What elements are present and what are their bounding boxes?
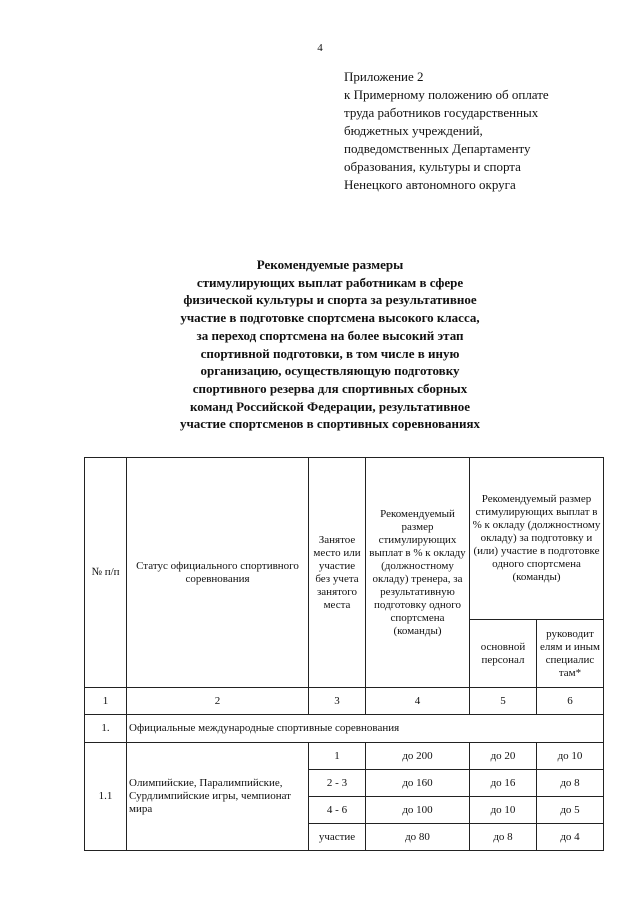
header-status: Статус официального спортивного соревнования: [127, 458, 309, 688]
main-staff-cell: до 16: [470, 770, 537, 797]
header-num: № п/п: [85, 458, 127, 688]
managers-cell: до 8: [537, 770, 604, 797]
column-number: 5: [470, 688, 537, 715]
page-number: 4: [317, 42, 323, 54]
place-cell: 4 - 6: [309, 797, 366, 824]
main-staff-cell: до 8: [470, 824, 537, 851]
column-numbering-row: [85, 688, 604, 715]
column-number: 4: [366, 688, 470, 715]
header-main-staff: основной персонал: [470, 620, 537, 688]
appendix-line: бюджетных учреждений,: [344, 123, 483, 138]
document-title: [120, 256, 540, 433]
appendix-header: [344, 68, 624, 194]
trainer-cell: до 100: [366, 797, 470, 824]
header-trainer: Рекомендуемый размер стимулирующих выплат в % к окладу (должностному окладу) тренера, за результативную подготовку одного спортсмена (команды): [366, 458, 470, 688]
main-staff-cell: до 20: [470, 743, 537, 770]
main-staff-cell: до 10: [470, 797, 537, 824]
appendix-line: образования, культуры и спорта: [344, 159, 521, 174]
title-line: физической культуры и спорта за результативное: [183, 292, 477, 308]
header-group: Рекомендуемый размер стимулирующих выплат в % к окладу (должностному окладу) за подготовку и (или) участие в подготовке одного спортсмена (команды): [470, 458, 604, 620]
column-number: 2: [127, 688, 309, 715]
title-line: организацию, осуществляющую подготовку: [200, 363, 460, 379]
column-number: 6: [537, 688, 604, 715]
appendix-line: подведомственных Департаменту: [344, 141, 531, 156]
group-num: 1.1: [85, 743, 127, 851]
trainer-cell: до 200: [366, 743, 470, 770]
appendix-line: Приложение 2: [344, 69, 424, 84]
column-number: 3: [309, 688, 366, 715]
managers-cell: до 5: [537, 797, 604, 824]
appendix-line: к Примерному положению об оплате: [344, 87, 549, 102]
place-cell: 1: [309, 743, 366, 770]
title-line: спортивного резерва для спортивных сборных: [192, 380, 468, 396]
title-line: команд Российской Федерации, результативное: [189, 398, 471, 414]
title-line: за переход спортсмена на более высокий этап: [196, 327, 464, 343]
section-row: [85, 715, 604, 743]
title-line: спортивной подготовки, в том числе в иную: [200, 345, 460, 361]
section-label: Официальные международные спортивные соревнования: [127, 715, 604, 743]
title-line: участие спортсменов в спортивных соревнованиях: [179, 416, 481, 432]
trainer-cell: до 160: [366, 770, 470, 797]
trainer-cell: до 80: [366, 824, 470, 851]
place-cell: участие: [309, 824, 366, 851]
title-line: участие в подготовке спортсмена высокого класса,: [180, 310, 480, 326]
title-line: стимулирующих выплат работникам в сфере: [196, 274, 464, 290]
header-managers: руководит елям и иным специалис там*: [537, 620, 604, 688]
managers-cell: до 4: [537, 824, 604, 851]
place-cell: 2 - 3: [309, 770, 366, 797]
title-line: Рекомендуемые размеры: [256, 257, 404, 272]
appendix-line: труда работников государственных: [344, 105, 539, 120]
appendix-line: Ненецкого автономного округа: [344, 177, 516, 192]
header-place: Занятое место или участие без учета занятого места: [309, 458, 366, 688]
managers-cell: до 10: [537, 743, 604, 770]
section-num: 1.: [85, 715, 127, 743]
table-row: [85, 743, 604, 770]
payments-table: [84, 457, 604, 851]
column-number: 1: [85, 688, 127, 715]
group-status: Олимпийские, Паралимпийские, Сурдлимпийские игры, чемпионат мира: [127, 743, 309, 851]
